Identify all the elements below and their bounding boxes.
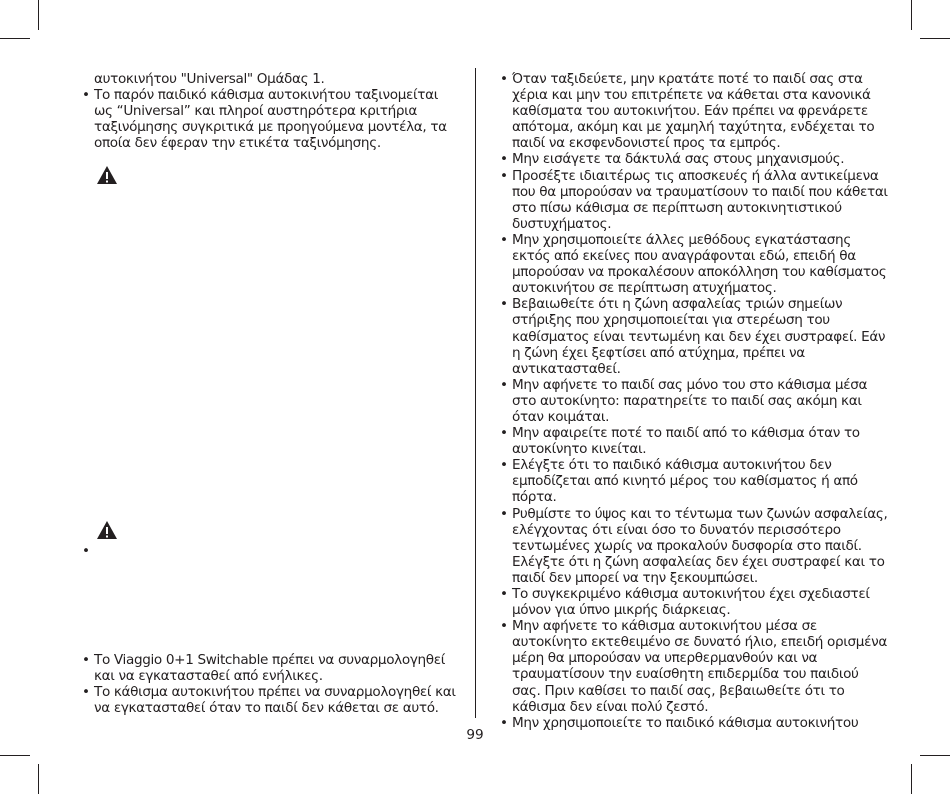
list-item: • Προσέξτε ιδιαιτέρως τις αποσκευές ή άλλα αντικείμενα που θα μπορούσαν να τραυματίσουν το παιδί που κάθεται στο πίσω κάθισμα σε περίπτωση αυτοκινητιστικού δυστυχήματος. [500, 167, 888, 232]
crop-mark [911, 0, 912, 30]
bullet-glyph: • [82, 87, 90, 104]
continuation-text: αυτοκινήτου "Universal" Ομάδας 1. [94, 71, 325, 87]
list-item: • Μην αφήνετε το παιδί σας μόνο του στο κάθισμα μέσα στο αυτοκίνητο: παρατηρείτε το παιδί σας ακόμη και όταν κοιμάται. [500, 376, 868, 425]
list-item: • Βεβαιωθείτε ότι η ζώνη ασφαλείας τριών σημείων στήριξης που χρησιμοποιείται για στερέωση του καθίσματος είναι τεντωμένη και δεν έχει συστραφεί. Εάν η ζώνη έχει ξεφτίσει από ατύχημα, πρέπει να αντικατασταθεί. [500, 296, 886, 377]
list-item: • Μην αφαιρείτε ποτέ το παιδί από το κάθισμα όταν το αυτοκίνητο κινείται. [500, 425, 860, 458]
crop-mark [0, 38, 30, 39]
bullet-glyph: • [500, 376, 508, 393]
page-number: 99 [466, 727, 484, 743]
list-item: • Το συγκεκριμένο κάθισμα αυτοκινήτου έχει σχεδιαστεί μόνον για ύπνο μικρής διάρκειας. [500, 586, 870, 619]
bullet-glyph: • [500, 425, 508, 442]
bullet-glyph: • [500, 151, 508, 168]
crop-mark [38, 0, 39, 30]
crop-mark [920, 755, 950, 756]
bullet-glyph: • [500, 71, 508, 87]
right-column [498, 71, 888, 731]
crop-mark [911, 764, 912, 794]
bullet-glyph: • [500, 457, 508, 474]
list-item: • Το Viaggio 0+1 Switchable πρέπει να συναρμολογηθεί και να εγκατασταθεί από ενήλικες. [82, 652, 445, 685]
bullet-glyph: • [500, 231, 508, 248]
crop-mark [0, 755, 30, 756]
left-column [80, 71, 460, 151]
bullet-glyph: • [82, 652, 90, 668]
warning-triangle-icon [96, 165, 118, 185]
bullet-glyph: • [82, 684, 90, 701]
list-item: • Το παρόν παιδικό κάθισμα αυτοκινήτου ταξινομείται ως “Universal” και πληροί αυστηρότερα κριτήρια ταξινόμησης συγκριτικά με προηγούμενα μοντέλα, τα οποία δεν έφεραν την ετικέτα ταξινόμησης. [82, 87, 447, 152]
bullet-glyph: • [500, 296, 508, 313]
warning-triangle-icon [96, 520, 118, 540]
bullet-glyph: • [82, 543, 91, 559]
bullet-glyph: • [500, 167, 508, 184]
list-item: • Μην χρησιμοποιείτε το παιδικό κάθισμα αυτοκινήτου [500, 714, 859, 731]
left-column-bottom [80, 652, 460, 716]
bullet-glyph: • [500, 714, 508, 731]
list-item: • Ελέγξτε ότι το παιδικό κάθισμα αυτοκινήτου δεν εμποδίζεται από κινητό μέρος του καθίσματος ή από πόρτα. [500, 457, 858, 506]
list-item: • Μην αφήνετε το κάθισμα αυτοκινήτου μέσα σε αυτοκίνητο εκτεθειμένο σε δυνατό ήλιο, επειδή ορισμένα μέρη θα μπορούσαν να υπερθερμανθούν και να τραυματίσουν την ευαίσθητη επιδερμίδα του παιδιού σας. Πριν καθίσει το παιδί σας, βεβαιωθείτε ότι το κάθισμα δεν είναι πολύ ζεστό. [500, 618, 887, 715]
bullet-glyph: • [500, 586, 508, 602]
bullet-glyph: • [500, 618, 508, 635]
list-item: • Μην χρησιμοποιείτε άλλες μεθόδους εγκατάστασης εκτός από εκείνες που αναγράφονται εδώ, επειδή θα μπορούσαν να προκαλέσουν αποκόλληση του καθίσματος αυτοκινήτου σε περίπτωση ατυχήματος. [500, 231, 887, 297]
bullet-glyph: • [500, 505, 508, 522]
list-item: • Όταν ταξιδεύετε, μην κρατάτε ποτέ το παιδί σας στα χέρια και μην του επιτρέπετε να κάθεται στα κανονικά καθίσματα του αυτοκινήτου. Εάν πρέπει να φρενάρετε απότομα, ακόμη και με χαμηλή ταχύτητα, ενδέχεται το παιδί να εκσφενδονιστεί προς τα εμπρός. [500, 71, 875, 152]
list-item: • Μην εισάγετε τα δάκτυλά σας στους μηχανισμούς. [500, 151, 845, 168]
list-item: • Το κάθισμα αυτοκινήτου πρέπει να συναρμολογηθεί και να εγκατασταθεί όταν το παιδί δεν κάθεται σε αυτό. [82, 684, 456, 717]
column-divider [475, 68, 476, 718]
crop-mark [38, 764, 39, 794]
crop-mark [920, 38, 950, 39]
list-item: • Ρυθμίστε το ύψος και το τέντωμα των ζωνών ασφαλείας, ελέγχοντας ότι είναι όσο το δυνατόν περισσότερο τεντωμένες χωρίς να προκαλούν δυσφορία στο παιδί. Ελέγξτε ότι η ζώνη ασφαλείας δεν έχει συστραφεί και το παιδί δεν μπορεί να την ξεκουμπώσει. [500, 505, 888, 586]
